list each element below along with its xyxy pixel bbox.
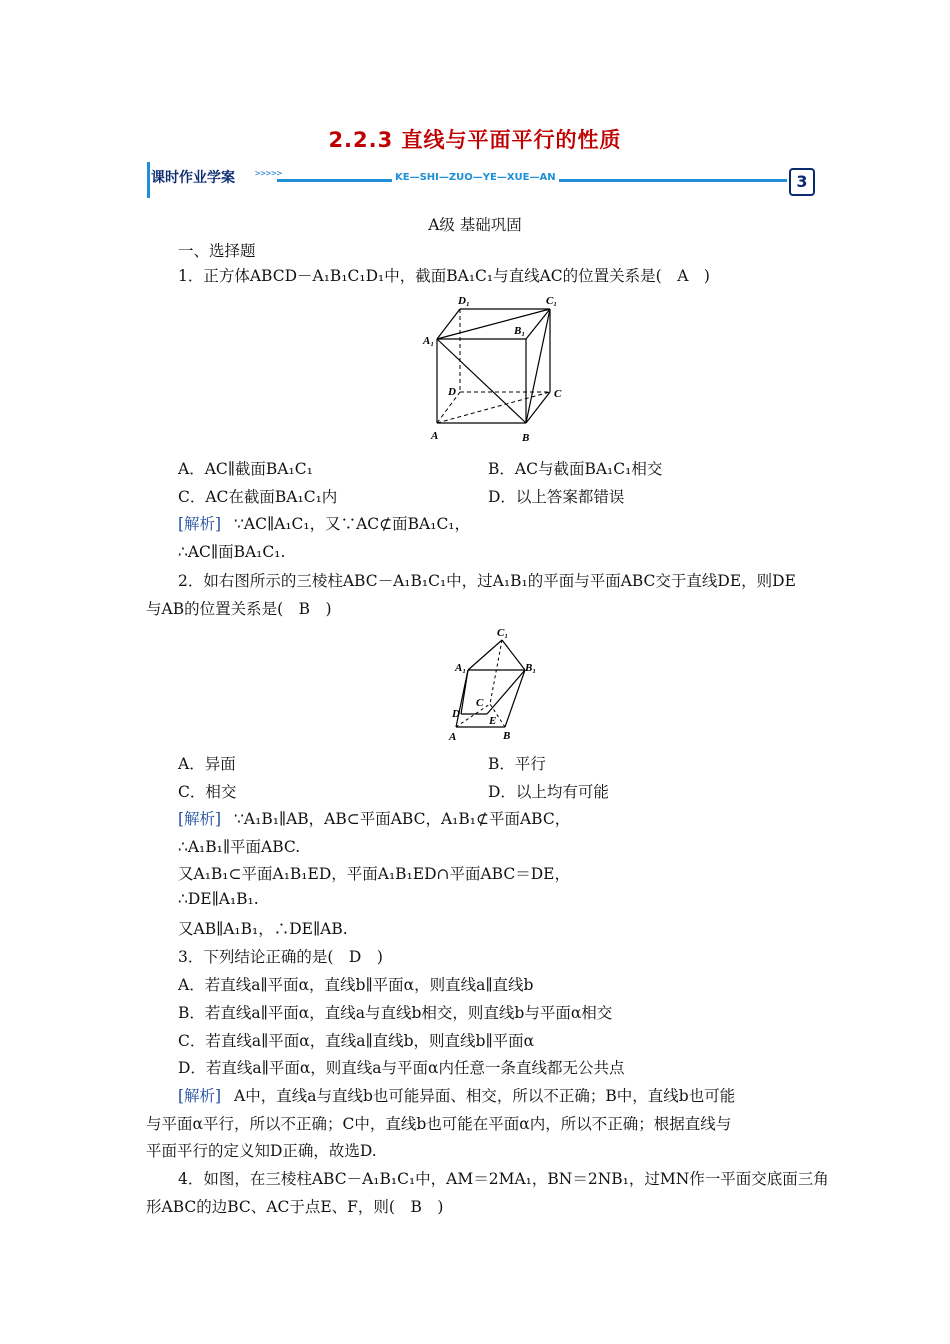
q3-option-d: D．若直线a∥平面α，则直线a与平面α内任意一条直线都无公共点 <box>178 1059 625 1077</box>
label-C: C <box>476 697 484 709</box>
label-E: E <box>489 715 497 727</box>
section-banner <box>147 160 813 200</box>
label-A: A <box>449 731 457 743</box>
q1-solution-tag: [解析] <box>178 515 222 533</box>
q2-solution-line2: ∴A₁B₁∥平面ABC. <box>178 838 301 856</box>
prism-figure <box>445 624 545 746</box>
q1-option-b: B．AC与截面BA₁C₁相交 <box>488 460 663 478</box>
q2-stem-line1: 2．如右图所示的三棱柱ABC－A₁B₁C₁中，过A₁B₁的平面与平面ABC交于直线DE，则DE <box>178 572 796 590</box>
label-B: B <box>503 730 511 742</box>
q1-stem: 1．正方体ABCD－A₁B₁C₁D₁中，截面BA₁C₁与直线AC的位置关系是( A ) <box>178 267 710 285</box>
page-title: 2.2.3 直线与平面平行的性质 <box>328 128 622 152</box>
label-D1: D₁ <box>458 295 470 307</box>
label-C1: C₁ <box>546 295 558 307</box>
label-C1: C₁ <box>497 627 509 639</box>
q2-solution-line5: 又AB∥A₁B₁，∴DE∥AB. <box>178 920 348 938</box>
banner-arrows: >>>>> <box>255 169 283 179</box>
label-D: D <box>448 386 456 398</box>
q2-solution-tag: [解析] <box>178 810 222 828</box>
q4-stem-line2: 形ABC的边BC、AC于点E、F，则( B ) <box>146 1198 444 1216</box>
q3-option-b: B．若直线a∥平面α，直线a与直线b相交，则直线b与平面α相交 <box>178 1004 613 1022</box>
q2-option-d: D．以上均有可能 <box>488 783 609 801</box>
label-B1: B₁ <box>514 325 526 337</box>
cube-figure <box>420 291 570 446</box>
q3-solution-line1: A中，直线a与直线b也可能异面、相交，所以不正确；B中，直线b也可能 <box>234 1087 736 1105</box>
q2-option-b: B．平行 <box>488 755 546 773</box>
banner-bracket <box>147 162 150 198</box>
q2-solution-line1: ∵A₁B₁∥AB，AB⊂平面ABC，A₁B₁⊄平面ABC， <box>234 810 571 828</box>
level-heading: A级 基础巩固 <box>428 216 522 234</box>
q3-solution-line2: 与平面α平行，所以不正确；C中，直线b也可能在平面α内，所以不正确；根据直线与 <box>146 1115 732 1133</box>
q3-option-c: C．若直线a∥平面α，直线a∥直线b，则直线b∥平面α <box>178 1032 535 1050</box>
label-D: D <box>452 708 460 720</box>
q1-solution-line1: ∵AC∥A₁C₁，又∵AC⊄面BA₁C₁， <box>234 515 471 533</box>
label-A: A <box>431 430 439 442</box>
q2-stem-line2: 与AB的位置关系是( B ) <box>146 600 332 618</box>
label-B: B <box>522 432 530 444</box>
q4-stem-line1: 4．如图，在三棱柱ABC－A₁B₁C₁中，AM＝2MA₁，BN＝2NB₁，过MN作一平面交底面三角 <box>178 1170 829 1188</box>
q2-option-a: A．异面 <box>178 755 236 773</box>
q3-solution-line3: 平面平行的定义知D正确，故选D. <box>146 1142 377 1160</box>
q1-option-c: C．AC在截面BA₁C₁内 <box>178 488 338 506</box>
q1-solution-line2: ∴AC∥面BA₁C₁. <box>178 543 286 561</box>
q2-solution-line4: ∴DE∥A₁B₁. <box>178 890 259 908</box>
q2-solution-line3: 又A₁B₁⊂平面A₁B₁ED，平面A₁B₁ED∩平面ABC＝DE， <box>178 865 570 883</box>
q2-option-c: C．相交 <box>178 783 237 801</box>
q1-option-d: D．以上答案都错误 <box>488 488 625 506</box>
q3-option-a: A．若直线a∥平面α，直线b∥平面α，则直线a∥直线b <box>178 976 534 994</box>
label-B1: B₁ <box>525 662 537 674</box>
label-C: C <box>554 388 562 400</box>
q3-solution-tag: [解析] <box>178 1087 222 1105</box>
label-A1: A₁ <box>423 335 435 347</box>
banner-number: 3 <box>789 168 815 196</box>
q1-option-a: A．AC∥截面BA₁C₁ <box>178 460 313 478</box>
banner-label: 课时作业学案 <box>151 170 235 186</box>
label-A1: A₁ <box>455 662 467 674</box>
banner-pinyin: KE—SHI—ZUO—YE—XUE—AN <box>392 172 559 183</box>
section-heading: 一、选择题 <box>178 242 256 260</box>
q3-stem: 3．下列结论正确的是( D ) <box>178 948 383 966</box>
